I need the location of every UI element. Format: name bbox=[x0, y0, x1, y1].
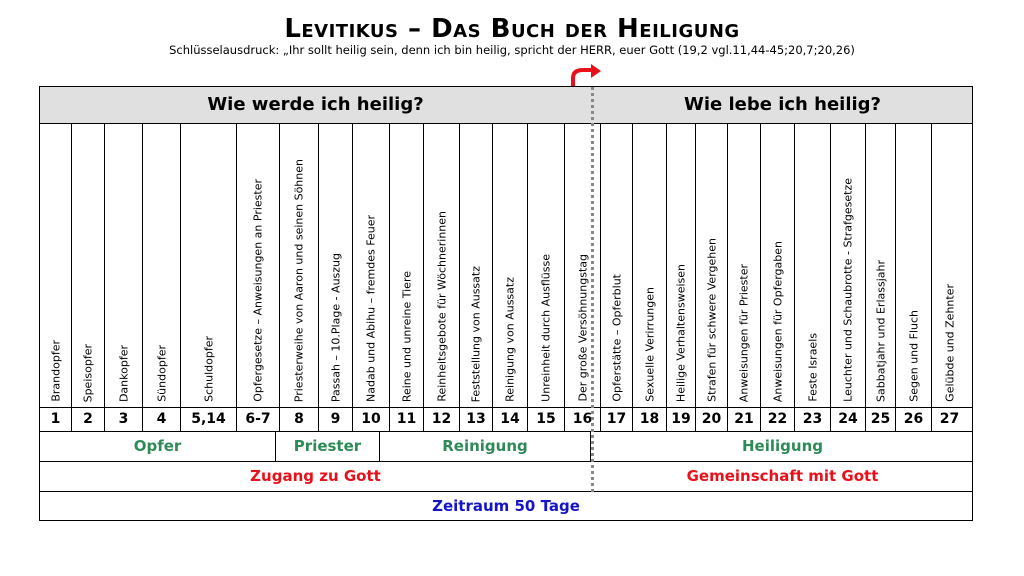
topic-label: Feste Israels bbox=[806, 333, 819, 402]
topic-label: Heilige Verhaltensweisen bbox=[674, 263, 688, 402]
topic-label: Gelübde und Zehnter bbox=[943, 284, 956, 402]
chapter-number: 19 bbox=[667, 408, 696, 431]
category-opfer: Opfer bbox=[40, 432, 276, 461]
topic-column bbox=[601, 124, 633, 408]
chapter-number: 11 bbox=[390, 408, 424, 431]
topic-label: Sexuelle Verirrungen bbox=[643, 287, 656, 402]
chapter-number: 21 bbox=[728, 408, 761, 431]
topic-label: Nadab und Abihu – fremdes Feuer bbox=[364, 215, 378, 402]
topic-label: Reine und unreine Tiere bbox=[400, 270, 413, 402]
topic-column bbox=[237, 124, 280, 408]
topic-column bbox=[896, 124, 932, 408]
topic-label: Brandopfer bbox=[49, 340, 62, 402]
chapter-number: 3 bbox=[105, 408, 143, 431]
chapter-number: 18 bbox=[633, 408, 667, 431]
topic-column bbox=[143, 124, 181, 408]
timeframe: Zeitraum 50 Tage bbox=[432, 497, 580, 515]
category-heiligung: Heiligung bbox=[742, 437, 823, 455]
topic-column bbox=[319, 124, 353, 408]
chapter-number: 4 bbox=[143, 408, 181, 431]
topic-label: Unreinheit durch Ausflüsse bbox=[539, 254, 553, 402]
chapter-number: 1 bbox=[40, 408, 72, 431]
chapter-number: 22 bbox=[761, 408, 795, 431]
topic-label: Leuchter und Schaubrotte - Strafgesetze bbox=[841, 178, 855, 402]
chapter-number: 16 bbox=[565, 408, 601, 431]
chapter-number: 25 bbox=[866, 408, 896, 431]
chapter-number: 6-7 bbox=[237, 408, 280, 431]
topic-column bbox=[795, 124, 831, 408]
topic-column bbox=[565, 124, 601, 408]
topic-column bbox=[353, 124, 390, 408]
topic-column bbox=[460, 124, 493, 408]
access-left: Zugang zu Gott bbox=[250, 467, 381, 485]
chapter-number: 8 bbox=[280, 408, 319, 431]
chapter-number: 27 bbox=[939, 411, 960, 427]
chapter-number: 13 bbox=[460, 408, 493, 431]
topic-column bbox=[390, 124, 424, 408]
topic-column bbox=[831, 124, 866, 408]
topic-column bbox=[424, 124, 460, 408]
topics-row bbox=[40, 124, 972, 408]
topic-column bbox=[72, 124, 105, 408]
topic-label: Priesterweihe von Aaron und seinen Söhnen bbox=[292, 158, 306, 402]
topic-label: Reinigung von Aussatz bbox=[503, 277, 517, 402]
topic-column bbox=[40, 124, 72, 408]
topic-label: Opfergesetze – Anweisungen an Priester bbox=[251, 179, 265, 402]
category-priester: Priester bbox=[276, 432, 380, 461]
topic-label: Feststellung von Aussatz bbox=[469, 265, 483, 402]
topic-column bbox=[528, 124, 565, 408]
chapters-row bbox=[40, 408, 972, 432]
topic-label: Passah – 10.Plage - Auszug bbox=[329, 252, 342, 402]
left-header: Wie werde ich heilig? bbox=[207, 94, 424, 115]
topic-label: Opferstätte – Opferblut bbox=[610, 274, 623, 402]
topic-label: Speisopfer bbox=[81, 343, 95, 402]
topic-label: Anweisungen für Opfergaben bbox=[771, 240, 784, 402]
topic-column bbox=[667, 124, 696, 408]
topic-label: Reinheitsgebote für Wöchnerinnen bbox=[435, 211, 448, 402]
topic-column bbox=[761, 124, 795, 408]
header-row bbox=[40, 87, 972, 124]
topic-label: Dankopfer bbox=[117, 344, 130, 402]
chapter-number: 23 bbox=[795, 408, 831, 431]
access-right: Gemeinschaft mit Gott bbox=[686, 467, 879, 485]
topic-label: Strafen für schwere Vergehen bbox=[705, 238, 718, 402]
timeframe-row bbox=[40, 492, 972, 520]
topic-label: Sabbatjahr und Erlassjahr bbox=[874, 260, 887, 402]
topic-column bbox=[105, 124, 143, 408]
overview-table bbox=[39, 86, 973, 521]
page-title: Levitikus – Das Buch der Heiligung bbox=[284, 14, 740, 44]
topic-column bbox=[932, 124, 967, 408]
topic-column bbox=[696, 124, 728, 408]
chapter-number: 2 bbox=[72, 408, 105, 431]
chapter-number: 12 bbox=[424, 408, 460, 431]
topic-label: Segen und Fluch bbox=[907, 310, 920, 402]
right-header: Wie lebe ich heilig? bbox=[683, 94, 881, 115]
topic-column bbox=[633, 124, 667, 408]
topic-column bbox=[181, 124, 237, 408]
chapter-number: 24 bbox=[831, 408, 866, 431]
topic-label: Sündopfer bbox=[155, 345, 168, 402]
access-row bbox=[40, 462, 972, 492]
chapter-number: 5,14 bbox=[181, 408, 237, 431]
key-phrase: Schlüsselausdruck: „Ihr sollt heilig sein, denn ich bin heilig, spricht der HERR, euer Gott (19,2 vgl.11,44-45;20,7;20,26) bbox=[169, 43, 855, 57]
chapter-number: 10 bbox=[353, 408, 390, 431]
section-divider bbox=[591, 87, 594, 492]
chapter-number: 26 bbox=[896, 408, 932, 431]
topic-column bbox=[866, 124, 896, 408]
chapter-number: 9 bbox=[319, 408, 353, 431]
topic-label: Schuldopfer bbox=[202, 336, 215, 402]
chapter-number: 20 bbox=[696, 408, 728, 431]
topic-label: Der große Versöhnungstag bbox=[576, 254, 589, 402]
topic-label: Anweisungen für Priester bbox=[737, 263, 751, 402]
chapter-number: 15 bbox=[528, 408, 565, 431]
categories-row bbox=[40, 432, 972, 462]
chapter-number: 17 bbox=[601, 408, 633, 431]
topic-column bbox=[280, 124, 319, 408]
chapter-number: 14 bbox=[493, 408, 528, 431]
topic-column bbox=[493, 124, 528, 408]
category-reinigung: Reinigung bbox=[380, 432, 591, 461]
topic-column bbox=[728, 124, 761, 408]
